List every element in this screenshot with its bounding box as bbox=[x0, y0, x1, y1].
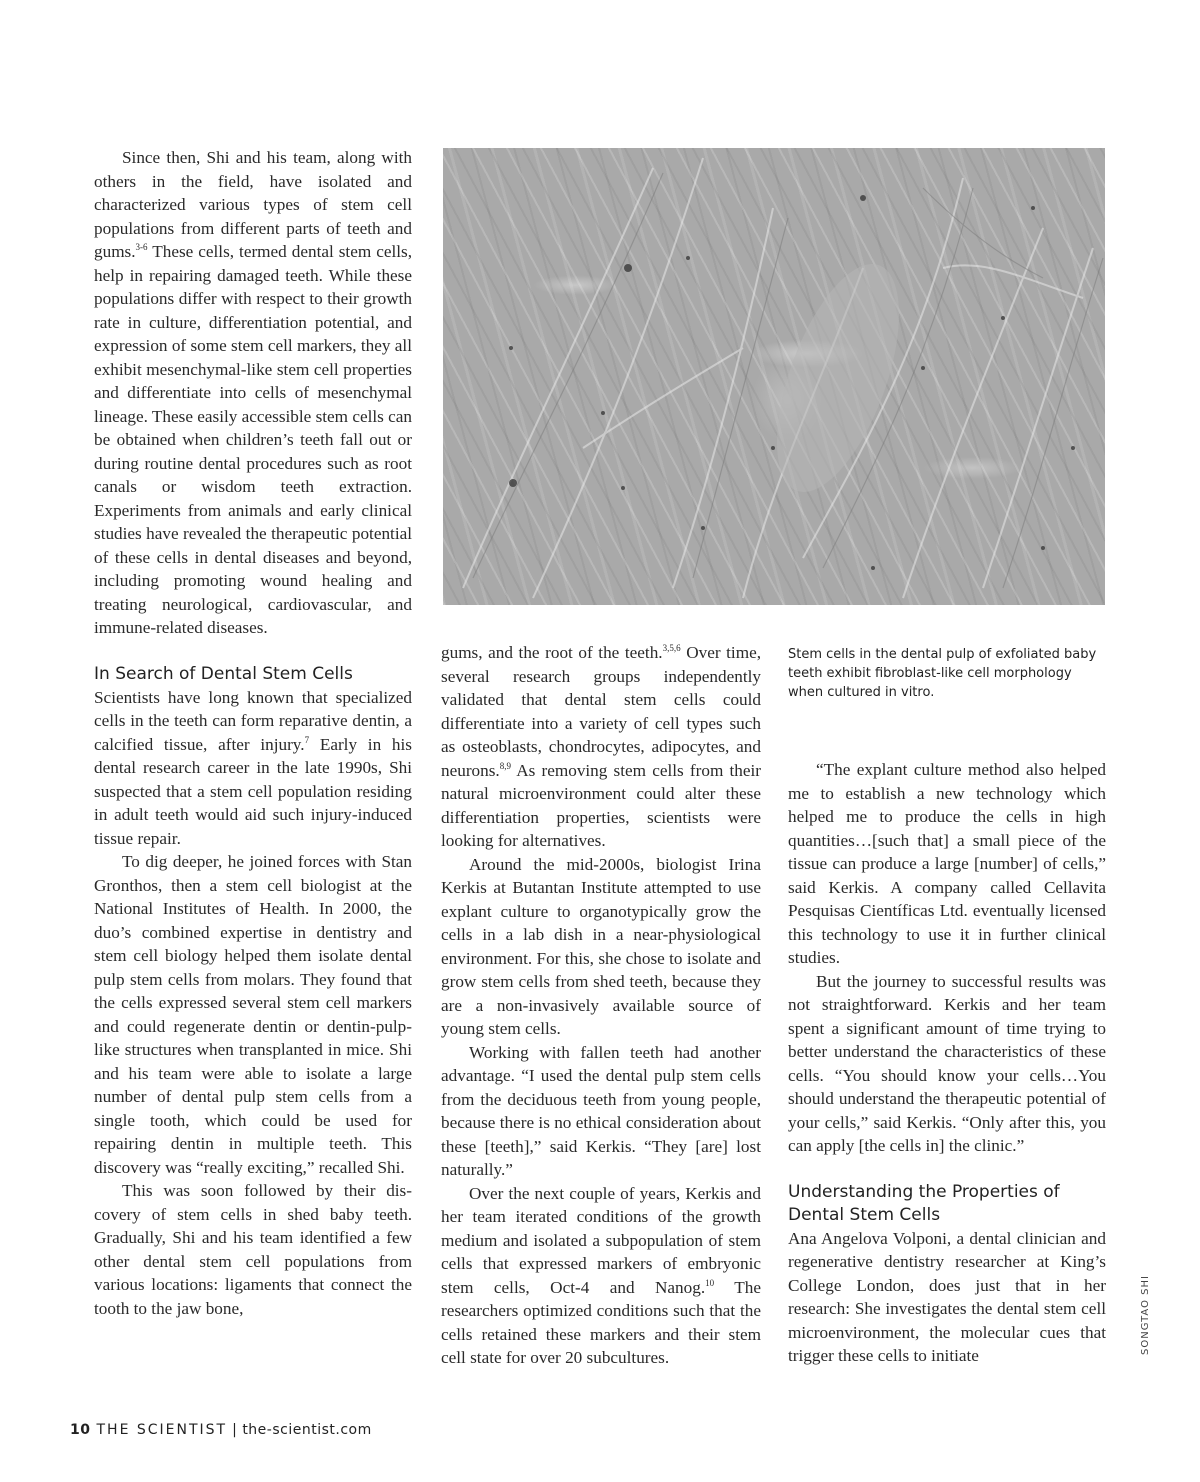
magazine-name: THE SCIENTIST bbox=[96, 1422, 228, 1438]
article-column-1 bbox=[94, 146, 412, 1320]
citation-ref: 3,5,6 bbox=[662, 643, 681, 653]
paragraph-text: Over time, several research groups independently validated that dental stem cells could differentiate into a variety of cell types such as osteoblasts, chondrocytes, adipocytes, and neurons. bbox=[441, 643, 761, 780]
paragraph: But the journey to successful results was not straightforward. Kerkis and her team spent a significant amount of time trying to better understand the characteristics of these cells. “You should know your cells…You should understand the therapeutic potential of your cells,” said Kerkis. “Only after this, you can apply [the cells in] the clinic.” bbox=[788, 971, 1106, 1155]
citation-ref: 7 bbox=[304, 734, 310, 745]
paragraph-text: gums, and the root of the teeth. bbox=[441, 643, 663, 662]
paragraph: “The explant culture method also helped me to establish a new technology which helped me to produce the cells in high quantities…[such that] a small piece of the tissue can produce a large [number] of cells,” said Kerkis. A company called Cellavita Pesquisas Científicas Ltd. eventually licensed this technology to use it in further clinical studies. bbox=[788, 760, 1106, 967]
paragraph bbox=[441, 1182, 761, 1370]
paragraph-text: Scientists have long known that specialized cells in the teeth can form reparative dentin, a calcified tissue, after injury. bbox=[94, 687, 412, 754]
paragraph-text: Since then, Shi and his team, along with others in the field, have isolated and characterized various types of stem cell populations from different parts of teeth and gums. bbox=[94, 148, 412, 261]
website-link[interactable]: the-scientist.com bbox=[242, 1422, 372, 1438]
paragraph bbox=[94, 146, 412, 640]
citation-ref: 10 bbox=[705, 1277, 715, 1288]
page-footer bbox=[70, 1422, 372, 1438]
page-number: 10 bbox=[70, 1422, 91, 1438]
paragraph: Working with fallen teeth had another advantage. “I used the dental pulp stem cells from the deciduous teeth from young people, because there is no ethical consideration about these [teeth],” said Kerkis. “They [are] lost naturally.” bbox=[441, 1042, 761, 1179]
paragraph bbox=[94, 686, 412, 851]
article-column-3 bbox=[788, 758, 1106, 1368]
section-heading: In Search of Dental Stem Cells bbox=[94, 663, 353, 684]
paragraph-text: These cells, termed dental stem cells, help in repairing damaged teeth. While these populations differ with respect to their growth rate in culture, differentiation potential, and expression of some stem cell markers, they all exhibit mesenchymal-like stem cell properties and differentiate into cells of mesenchymal lineage. These easily accessible stem cells can be obtained when children’s teeth fall out or during routine dental procedures such as root canals or wisdom teeth extraction. Experiments from animals and early clinical studies have revealed the therapeutic potential of these cells in dental diseases and beyond, including promoting wound healing and treating neurological, cardiovascular, and immune-related diseases. bbox=[94, 242, 412, 637]
paragraph: Around the mid-2000s, biologist Irina Kerkis at Butantan Institute attempted to use explant culture to organotypically grow the cells in a lab dish in a near-physiological environment. For this, she chose to isolate and grow stem cells from shed teeth, because they are a non-invasively available source of young stem cells. bbox=[441, 854, 761, 1038]
paragraph: Ana Angelova Volponi, a dental clinician and regenerative dentistry researcher at King’s College London, does just that in her research: She investigates the dental stem cell microenvironment, the molecular cues that trigger these cells to initiate bbox=[788, 1228, 1106, 1365]
citation-ref: 3-6 bbox=[135, 242, 148, 252]
footer-separator: | bbox=[232, 1422, 238, 1438]
paragraph-text: Early in his dental research career in the late 1990s, Shi suspected that a stem cell population residing in adult teeth would aid such injury-induced tissue repair. bbox=[94, 734, 412, 848]
paragraph-text: The researchers optimized conditions such that the cells retained these markers and their stem cell state for over 20 subcultures. bbox=[441, 1277, 761, 1367]
stem-cell-micrograph bbox=[443, 148, 1105, 605]
paragraph: To dig deeper, he joined forces with Stan Gronthos, then a stem cell biologist at the National Institutes of Health. In 2000, the duo’s combined expertise in dentistry and stem cell biology helped them isolate dental pulp stem cells from molars. They found that the cells expressed several stem cell markers and could regenerate dentin or dentin-pulp-like structures when transplanted in mice. Shi and his team were able to isolate a large number of dental pulp stem cells from a single tooth, which could be used for repairing dentin in multiple teeth. This discovery was “really exciting,” recalled Shi. bbox=[94, 852, 412, 1177]
citation-ref: 8,9 bbox=[499, 760, 511, 771]
paragraph-text: As removing stem cells from their natural microenvironment could alter these differentiation properties, scientists were looking for alternatives. bbox=[441, 760, 761, 850]
cell-texture bbox=[443, 148, 1105, 605]
paragraph: This was soon followed by their discovery of stem cells in shed baby teeth. Gradually, Shi and his team identified a few other dental stem cell populations from various locations: ligaments that connect the tooth to the jaw bone, bbox=[94, 1181, 412, 1318]
section-heading: Understanding the Properties of Dental Stem Cells bbox=[788, 1181, 1060, 1225]
photo-caption: Stem cells in the dental pulp of exfoliated baby teeth exhibit fibroblast-like cell morphology when cultured in vitro. bbox=[788, 647, 1097, 700]
paragraph-text: Over the next couple of years, Kerkis and her team iterated conditions of the growth medium and isolated a subpopulation of stem cells that expressed markers of embryonic stem cells, Oct-4 and Nanog. bbox=[441, 1183, 761, 1297]
article-column-2 bbox=[441, 641, 761, 1370]
photo-credit: SONGTAO SHI bbox=[1140, 1275, 1151, 1355]
paragraph bbox=[441, 641, 761, 853]
